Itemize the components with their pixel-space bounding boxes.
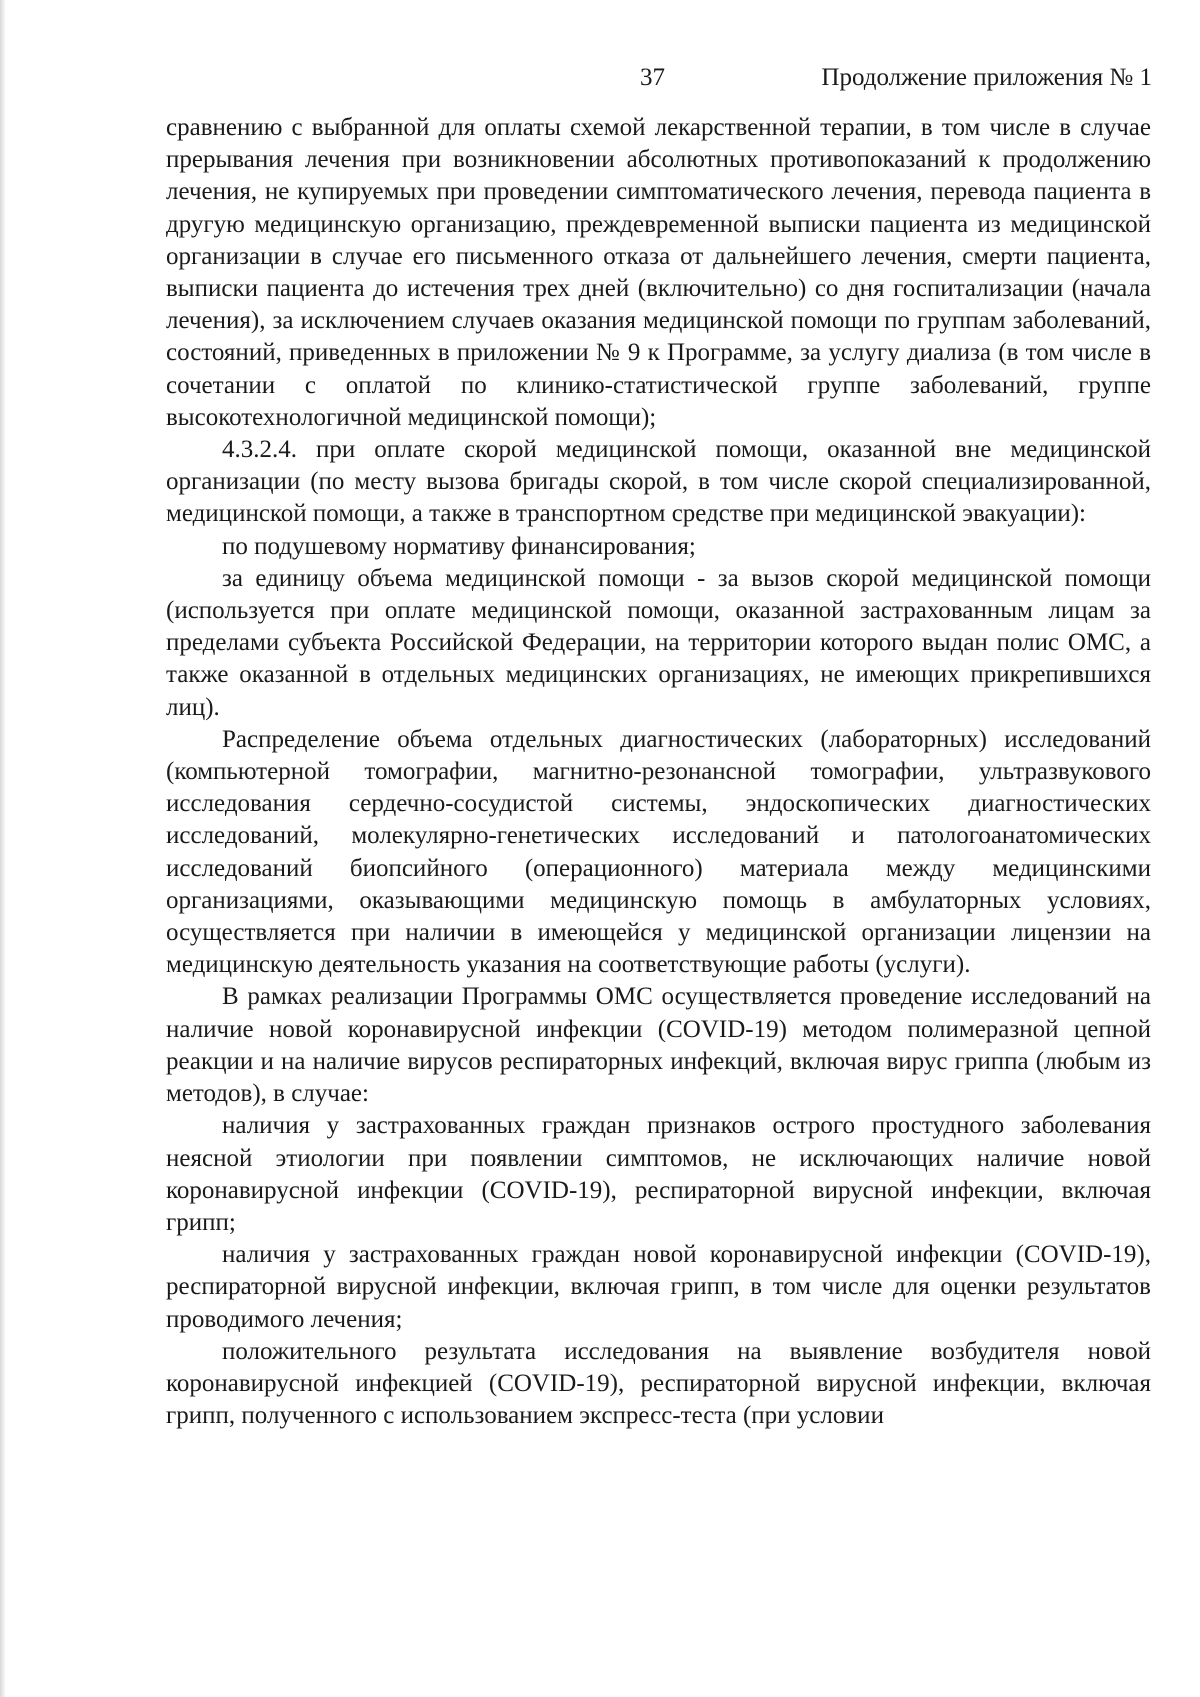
- paragraph-diagnostics-distribution: Распределение объема отдельных диагностических (лабораторных) исследований (компьютерной томографии, магнитно-резонансной томографии, ультразвукового исследования сердечно-сосудистой системы, эндоскопических диагностических исследований, молекулярно-генетических исследований и патологоанатомических исследований биопсийного (операционного) материала между медицинскими организациями, оказывающими медицинскую помощь в амбулаторных условиях, осуществляется при наличии в имеющейся у медицинской организации лицензии на медицинскую деятельность указания на соответствующие работы (услуги).: [166, 725, 1151, 979]
- appendix-continuation-note: Продолжение приложения № 1: [821, 64, 1152, 91]
- paragraph-infection-case: наличия у застрахованных граждан новой коронавирусной инфекции (COVID-19), респираторной вирусной инфекции, включая грипп, в том числе для оценки результатов проводимого лечения;: [166, 1241, 1151, 1333]
- paragraph-per-call: за единицу объема медицинской помощи - за вызов скорой медицинской помощи (используется при оплате медицинской помощи, оказанной застрахованным лицам за пределами субъекта Российской Федерации, на территории которого выдан полис ОМС, а также оказанной в отдельных медицинских организациях, не имеющих прикрепившихся лиц).: [166, 564, 1151, 721]
- paragraph-express-test-case: положительного результата исследования на выявление возбудителя новой коронавирусной инфекцией (COVID-19), респираторной вирусной инфекции, включая грипп, полученного с использованием экспресс-теста (при условии: [166, 1337, 1151, 1430]
- paragraph-per-capita: по подушевому нормативу финансирования;: [222, 532, 696, 560]
- paragraph-covid-testing: В рамках реализации Программы ОМС осуществляется проведение исследований на наличие новой коронавирусной инфекции (COVID-19) методом полимеразной цепной реакции и на наличие вирусов респираторных инфекций, включая вирус гриппа (любым из методов), в случае:: [166, 983, 1151, 1108]
- page-header: [0, 58, 1200, 98]
- paragraph-4-3-2-4: 4.3.2.4. при оплате скорой медицинской помощи, оказанной вне медицинской организации (по месту вызова бригады скорой, в том числе скорой специализированной, медицинской помощи, а также в транспортном средстве при медицинской эвакуации):: [166, 436, 1151, 528]
- paragraph-continued: сравнению с выбранной для оплаты схемой лекарственной терапии, в том числе в случае прерывания лечения при возникновении абсолютных противопоказаний к продолжению лечения, не купируемых при проведении симптоматического лечения, перевода пациента в другую медицинскую организацию, преждевременной выписки пациента из медицинской организации в случае его письменного отказа от дальнейшего лечения, смерти пациента, выписки пациента до истечения трех дней (включительно) со дня госпитализации (начала лечения), за исключением случаев оказания медицинской помощи по группам заболеваний, состояний, приведенных в приложении № 9 к Программе, за услугу диализа (в том числе в сочетании с оплатой по клинико-статистической группе заболеваний, группе высокотехнологичной медицинской помощи);: [166, 114, 1151, 431]
- scan-edge-shadow: [0, 0, 6, 1697]
- page-number: 37: [640, 64, 665, 91]
- document-body: [166, 112, 1151, 1432]
- paragraph-symptoms-case: наличия у застрахованных граждан признаков острого простудного заболевания неясной этиологии при появлении симптомов, не исключающих наличие новой коронавирусной инфекции (COVID-19), респираторной вирусной инфекции, включая грипп;: [166, 1112, 1151, 1236]
